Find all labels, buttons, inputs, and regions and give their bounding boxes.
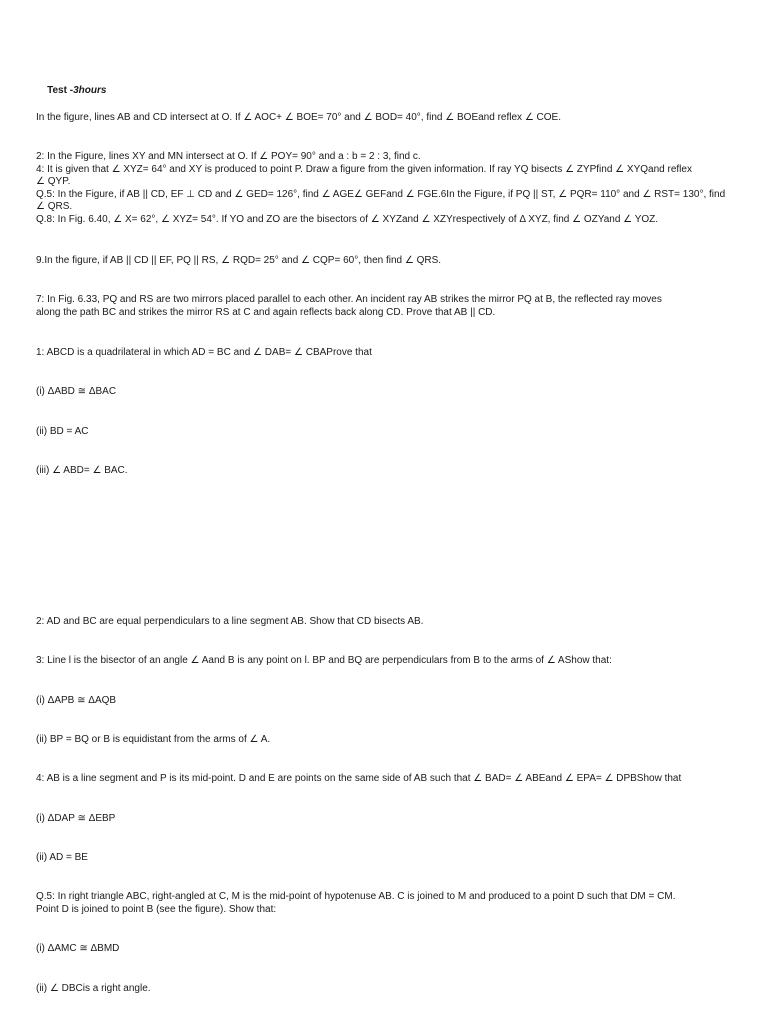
test-title-label: Test - [47, 84, 74, 96]
section-5-line-1: Q.5: In right triangle ABC, right-angled at C, M is the mid-point of hypotenuse AB. C is joined to M and produced to a point D such that DM = CM. [36, 891, 676, 902]
section-4-part-ii: (ii) AD = BE [36, 852, 88, 863]
section-3-question: 3: Line l is the bisector of an angle ∠ Aand B is any point on l. BP and BQ are perpendiculars from B to the arms of ∠ AShow that: [36, 655, 612, 666]
question-5-line-1: Q.5: In the Figure, if AB || CD, EF ⊥ CD and ∠ GED= 126°, find ∠ AGE∠ GEFand ∠ FGE.6In the Figure, if PQ || ST, ∠ PQR= 110° and ∠ RST= 130°, find [36, 188, 726, 200]
section-5-part-ii: (ii) ∠ DBCis a right angle. [36, 983, 151, 994]
question-intro: In the figure, lines AB and CD intersect at O. If ∠ AOC+ ∠ BOE= 70° and ∠ BOD= 40°, find ∠ BOEand reflex ∠ COE. [36, 112, 562, 123]
question-2: 2: In the Figure, lines XY and MN intersect at O. If ∠ POY= 90° and a : b = 2 : 3, find c. [36, 151, 421, 162]
test-duration: 3hours [73, 84, 107, 96]
section-5-question [36, 891, 736, 916]
question-4-line-1: 4: It is given that ∠ XYZ= 64° and XY is produced to point P. Draw a figure from the given information. If ray YQ bisects ∠ ZYPfind ∠ XYQand reflex [36, 163, 692, 175]
section-5-part-i: (i) ΔAMC ≅ ΔBMD [36, 943, 120, 954]
question-8: Q.8: In Fig. 6.40, ∠ X= 62°, ∠ XYZ= 54°. If YO and ZO are the bisectors of ∠ XYZand ∠ XZYrespectively of Δ XYZ, find ∠ OZYand ∠ YOZ. [36, 213, 659, 225]
question-7-line-2: along the path BC and strikes the mirror RS at C and again reflects back along CD. Prove that AB || CD. [36, 306, 496, 318]
section-1-part-ii: (ii) BD = AC [36, 426, 89, 437]
section-1-part-i: (i) ΔABD ≅ ΔBAC [36, 386, 117, 397]
question-5-line-2: ∠ QRS. [36, 201, 73, 212]
question-9: 9.In the figure, if AB || CD || EF, PQ || RS, ∠ RQD= 25° and ∠ CQP= 60°, then find ∠ QRS. [36, 255, 442, 266]
section-1-part-iii: (iii) ∠ ABD= ∠ BAC. [36, 465, 128, 476]
section-4-question: 4: AB is a line segment and P is its mid-point. D and E are points on the same side of AB such that ∠ BAD= ∠ ABEand ∠ EPA= ∠ DPBShow that [36, 773, 682, 784]
question-4-line-2: ∠ QYP. [36, 176, 71, 187]
section-4-part-i: (i) ΔDAP ≅ ΔEBP [36, 813, 116, 824]
section-3-part-ii: (ii) BP = BQ or B is equidistant from the arms of ∠ A. [36, 734, 271, 745]
question-block-group-1 [36, 151, 736, 226]
question-7 [36, 294, 736, 319]
section-5-line-2: Point D is joined to point B (see the figure). Show that: [36, 903, 277, 915]
section-3-part-i: (i) ΔAPB ≅ ΔAQB [36, 695, 117, 706]
question-7-line-1: 7: In Fig. 6.33, PQ and RS are two mirrors placed parallel to each other. An incident ray AB strikes the mirror PQ at B, the reflected ray moves [36, 294, 662, 305]
test-title [36, 72, 736, 110]
section-2-question: 2: AD and BC are equal perpendiculars to a line segment AB. Show that CD bisects AB. [36, 616, 424, 627]
section-1-question: 1: ABCD is a quadrilateral in which AD = BC and ∠ DAB= ∠ CBAProve that [36, 347, 372, 358]
